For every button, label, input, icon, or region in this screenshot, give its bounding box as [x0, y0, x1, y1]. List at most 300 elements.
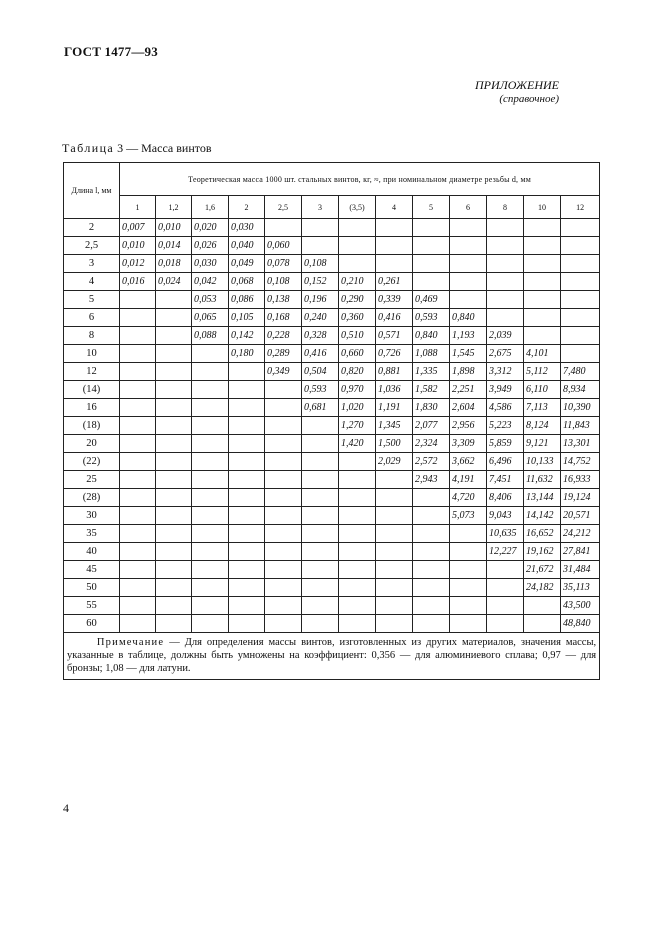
mass-cell: 13,144: [524, 489, 561, 507]
mass-cell: [413, 579, 450, 597]
mass-cell: 0,881: [376, 363, 413, 381]
mass-cell: 4,191: [450, 471, 487, 489]
mass-cell: 0,510: [339, 327, 376, 345]
length-cell: 55: [64, 597, 120, 615]
mass-cell: [376, 615, 413, 633]
mass-cell: 0,349: [265, 363, 302, 381]
table-row: [64, 381, 600, 399]
length-cell: 3: [64, 255, 120, 273]
mass-cell: [120, 417, 156, 435]
mass-cell: [229, 507, 265, 525]
mass-cell: 0,840: [413, 327, 450, 345]
mass-cell: [524, 597, 561, 615]
mass-cell: 0,108: [302, 255, 339, 273]
diameter-header-cell: (3,5): [339, 196, 376, 219]
table-row: [64, 237, 600, 255]
mass-cell: [265, 615, 302, 633]
mass-cell: [229, 471, 265, 489]
mass-cell: [120, 363, 156, 381]
length-column-header: Длина l, мм: [64, 163, 120, 219]
mass-cell: [376, 219, 413, 237]
length-cell: 8: [64, 327, 120, 345]
mass-cell: [339, 561, 376, 579]
mass-cell: [302, 489, 339, 507]
mass-cell: [376, 561, 413, 579]
mass-cell: [339, 453, 376, 471]
diameter-header-cell: 1: [120, 196, 156, 219]
mass-cell: [265, 579, 302, 597]
mass-cell: 8,406: [487, 489, 524, 507]
length-cell: 6: [64, 309, 120, 327]
mass-cell: [413, 237, 450, 255]
mass-cell: [156, 471, 192, 489]
diameter-header-cell: 1,2: [156, 196, 192, 219]
mass-cell: [156, 345, 192, 363]
mass-cell: [192, 417, 229, 435]
mass-cell: 0,571: [376, 327, 413, 345]
mass-group-header: Теоретическая масса 1000 шт. стальных винтов, кг, ≈, при номинальном диаметре резьбы d, мм: [120, 163, 600, 196]
mass-cell: [302, 471, 339, 489]
mass-cell: 1,036: [376, 381, 413, 399]
mass-cell: [450, 561, 487, 579]
mass-cell: 0,820: [339, 363, 376, 381]
mass-cell: [413, 507, 450, 525]
mass-cell: [487, 237, 524, 255]
mass-cell: 21,672: [524, 561, 561, 579]
mass-cell: [450, 273, 487, 291]
mass-cell: [413, 615, 450, 633]
mass-cell: [450, 237, 487, 255]
mass-cell: [192, 543, 229, 561]
mass-cell: 3,949: [487, 381, 524, 399]
mass-cell: 1,193: [450, 327, 487, 345]
length-cell: 16: [64, 399, 120, 417]
mass-cell: 2,324: [413, 435, 450, 453]
mass-cell: 2,956: [450, 417, 487, 435]
mass-cell: [192, 399, 229, 417]
mass-cell: [229, 597, 265, 615]
mass-cell: [413, 597, 450, 615]
mass-cell: 1,335: [413, 363, 450, 381]
mass-cell: 1,020: [339, 399, 376, 417]
table-row: [64, 489, 600, 507]
table-row: [64, 219, 600, 237]
table-row: [64, 273, 600, 291]
mass-cell: 5,112: [524, 363, 561, 381]
mass-cell: 7,480: [561, 363, 600, 381]
caption-dash: —: [126, 141, 139, 155]
mass-cell: 11,843: [561, 417, 600, 435]
mass-cell: 2,572: [413, 453, 450, 471]
mass-cell: 9,043: [487, 507, 524, 525]
mass-cell: [339, 255, 376, 273]
mass-cell: [413, 273, 450, 291]
mass-cell: [192, 525, 229, 543]
mass-cell: [229, 543, 265, 561]
diameter-header-cell: 5: [413, 196, 450, 219]
mass-cell: 4,101: [524, 345, 561, 363]
mass-cell: [487, 579, 524, 597]
table-row: [64, 417, 600, 435]
mass-cell: [156, 309, 192, 327]
mass-cell: 1,345: [376, 417, 413, 435]
mass-cell: [561, 255, 600, 273]
mass-cell: [120, 561, 156, 579]
mass-cell: [487, 273, 524, 291]
mass-cell: [376, 507, 413, 525]
mass-cell: 10,133: [524, 453, 561, 471]
mass-cell: 0,065: [192, 309, 229, 327]
mass-cell: 0,290: [339, 291, 376, 309]
mass-cell: [413, 219, 450, 237]
diameter-header-cell: 12: [561, 196, 600, 219]
length-cell: 30: [64, 507, 120, 525]
length-cell: 5: [64, 291, 120, 309]
mass-cell: [229, 561, 265, 579]
mass-cell: [339, 597, 376, 615]
table-row: [64, 363, 600, 381]
document-standard-title: ГОСТ 1477—93: [64, 44, 158, 59]
mass-cell: [302, 597, 339, 615]
mass-cell: [561, 237, 600, 255]
table-row: [64, 597, 600, 615]
mass-cell: [265, 525, 302, 543]
mass-cell: 1,088: [413, 345, 450, 363]
mass-cell: 0,228: [265, 327, 302, 345]
length-cell: 45: [64, 561, 120, 579]
mass-cell: [192, 345, 229, 363]
mass-cell: [156, 417, 192, 435]
mass-cell: [156, 381, 192, 399]
mass-cell: 8,934: [561, 381, 600, 399]
appendix-block: [475, 78, 559, 106]
mass-cell: [229, 453, 265, 471]
mass-cell: [120, 291, 156, 309]
mass-cell: 16,933: [561, 471, 600, 489]
mass-cell: [229, 417, 265, 435]
mass-cell: 1,898: [450, 363, 487, 381]
mass-cell: [265, 507, 302, 525]
diameter-header-cell: 10: [524, 196, 561, 219]
mass-cell: 3,662: [450, 453, 487, 471]
mass-cell: 2,077: [413, 417, 450, 435]
caption-label: Таблица: [62, 141, 115, 155]
mass-cell: 1,500: [376, 435, 413, 453]
mass-cell: [413, 489, 450, 507]
mass-cell: [524, 615, 561, 633]
mass-cell: 0,053: [192, 291, 229, 309]
mass-cell: 0,030: [192, 255, 229, 273]
appendix-title: ПРИЛОЖЕНИЕ: [475, 78, 559, 92]
length-cell: 10: [64, 345, 120, 363]
mass-cell: 48,840: [561, 615, 600, 633]
length-cell: (14): [64, 381, 120, 399]
mass-cell: [265, 489, 302, 507]
table-row: [64, 255, 600, 273]
mass-cell: [229, 525, 265, 543]
mass-cell: [450, 255, 487, 273]
mass-cell: 0,086: [229, 291, 265, 309]
mass-cell: [339, 615, 376, 633]
mass-cell: 3,312: [487, 363, 524, 381]
mass-cell: [265, 597, 302, 615]
mass-cell: [561, 327, 600, 345]
mass-cell: [120, 435, 156, 453]
mass-cell: 4,586: [487, 399, 524, 417]
mass-cell: 19,124: [561, 489, 600, 507]
length-cell: 20: [64, 435, 120, 453]
mass-cell: [120, 525, 156, 543]
mass-cell: 0,593: [413, 309, 450, 327]
length-cell: (22): [64, 453, 120, 471]
mass-cell: [302, 525, 339, 543]
mass-cell: 43,500: [561, 597, 600, 615]
mass-cell: 2,251: [450, 381, 487, 399]
mass-cell: 1,270: [339, 417, 376, 435]
diameter-header-cell: 2: [229, 196, 265, 219]
mass-cell: 0,012: [120, 255, 156, 273]
mass-cell: [524, 237, 561, 255]
mass-cell: 16,652: [524, 525, 561, 543]
mass-cell: 5,073: [450, 507, 487, 525]
length-cell: (18): [64, 417, 120, 435]
mass-cell: 11,632: [524, 471, 561, 489]
mass-cell: [156, 615, 192, 633]
diameter-header-row: [64, 196, 600, 219]
mass-cell: 2,675: [487, 345, 524, 363]
mass-cell: 0,726: [376, 345, 413, 363]
mass-cell: [339, 219, 376, 237]
caption-number: 3: [117, 141, 124, 155]
mass-cell: [156, 291, 192, 309]
mass-cell: [120, 507, 156, 525]
mass-cell: 0,339: [376, 291, 413, 309]
mass-cell: [450, 219, 487, 237]
mass-cell: 0,078: [265, 255, 302, 273]
mass-cell: [413, 561, 450, 579]
mass-cell: [561, 345, 600, 363]
mass-cell: [120, 345, 156, 363]
note-text: — Для определения массы винтов, изготовленных из других материалов, значения массы, указанные в таблице, должны быть умножены на коэффициент: 0,356 — для алюминиевого сплава; 0,97 — для бронзы; 1,08 — для латуни.: [67, 637, 597, 674]
mass-cell: [192, 453, 229, 471]
mass-cell: [487, 615, 524, 633]
mass-cell: 0,016: [120, 273, 156, 291]
table-row: [64, 561, 600, 579]
mass-cell: [156, 525, 192, 543]
caption-text: Масса винтов: [141, 141, 212, 155]
screw-mass-table: [63, 162, 600, 680]
mass-cell: [156, 543, 192, 561]
mass-cell: [120, 309, 156, 327]
length-cell: 12: [64, 363, 120, 381]
mass-cell: [302, 417, 339, 435]
mass-cell: 1,830: [413, 399, 450, 417]
mass-cell: [156, 435, 192, 453]
mass-cell: 0,014: [156, 237, 192, 255]
diameter-header-cell: 8: [487, 196, 524, 219]
mass-cell: 0,018: [156, 255, 192, 273]
mass-cell: [487, 597, 524, 615]
length-cell: 2: [64, 219, 120, 237]
mass-cell: [120, 615, 156, 633]
diameter-header-cell: 1,6: [192, 196, 229, 219]
mass-cell: 0,504: [302, 363, 339, 381]
mass-cell: [192, 471, 229, 489]
mass-cell: 7,451: [487, 471, 524, 489]
mass-cell: [376, 237, 413, 255]
mass-cell: 0,068: [229, 273, 265, 291]
mass-cell: [487, 255, 524, 273]
mass-cell: [450, 615, 487, 633]
mass-cell: [120, 489, 156, 507]
mass-cell: [156, 399, 192, 417]
length-cell: 2,5: [64, 237, 120, 255]
mass-cell: 0,240: [302, 309, 339, 327]
length-cell: 50: [64, 579, 120, 597]
mass-cell: [192, 597, 229, 615]
mass-cell: 0,010: [156, 219, 192, 237]
mass-cell: [156, 561, 192, 579]
mass-cell: 1,191: [376, 399, 413, 417]
mass-cell: 0,010: [120, 237, 156, 255]
mass-cell: [450, 579, 487, 597]
mass-cell: 0,681: [302, 399, 339, 417]
mass-cell: [524, 219, 561, 237]
diameter-header-cell: 2,5: [265, 196, 302, 219]
mass-cell: [487, 291, 524, 309]
mass-cell: 0,088: [192, 327, 229, 345]
mass-cell: 0,024: [156, 273, 192, 291]
mass-cell: [265, 219, 302, 237]
mass-cell: [524, 327, 561, 345]
mass-cell: [450, 597, 487, 615]
diameter-header-cell: 6: [450, 196, 487, 219]
length-cell: 35: [64, 525, 120, 543]
mass-cell: 8,124: [524, 417, 561, 435]
mass-cell: 24,182: [524, 579, 561, 597]
mass-cell: [413, 525, 450, 543]
mass-cell: [339, 543, 376, 561]
mass-cell: [229, 435, 265, 453]
mass-cell: [120, 327, 156, 345]
mass-cell: [120, 579, 156, 597]
mass-cell: 10,390: [561, 399, 600, 417]
mass-cell: [302, 219, 339, 237]
mass-cell: 0,049: [229, 255, 265, 273]
mass-cell: 0,210: [339, 273, 376, 291]
mass-cell: [229, 489, 265, 507]
mass-cell: [487, 219, 524, 237]
table-row: [64, 309, 600, 327]
mass-cell: 2,039: [487, 327, 524, 345]
mass-cell: [487, 561, 524, 579]
mass-cell: [376, 255, 413, 273]
mass-cell: [229, 381, 265, 399]
table-row: [64, 291, 600, 309]
table-row: [64, 435, 600, 453]
mass-cell: 0,593: [302, 381, 339, 399]
mass-cell: 14,142: [524, 507, 561, 525]
mass-cell: 0,660: [339, 345, 376, 363]
mass-cell: 0,105: [229, 309, 265, 327]
table-row: [64, 615, 600, 633]
mass-cell: [302, 579, 339, 597]
mass-cell: [302, 507, 339, 525]
mass-cell: 0,026: [192, 237, 229, 255]
mass-cell: [265, 471, 302, 489]
mass-cell: [561, 219, 600, 237]
mass-cell: [265, 417, 302, 435]
mass-cell: 0,328: [302, 327, 339, 345]
mass-cell: 0,261: [376, 273, 413, 291]
mass-cell: [192, 615, 229, 633]
mass-cell: [413, 255, 450, 273]
mass-cell: 0,416: [302, 345, 339, 363]
mass-cell: 0,360: [339, 309, 376, 327]
mass-cell: [302, 453, 339, 471]
mass-cell: [265, 399, 302, 417]
table-row: [64, 579, 600, 597]
mass-cell: 12,227: [487, 543, 524, 561]
mass-cell: [302, 237, 339, 255]
mass-cell: 2,604: [450, 399, 487, 417]
length-cell: 40: [64, 543, 120, 561]
mass-cell: 3,309: [450, 435, 487, 453]
diameter-header-cell: 3: [302, 196, 339, 219]
mass-cell: 6,110: [524, 381, 561, 399]
mass-cell: [302, 561, 339, 579]
diameter-header-cell: 4: [376, 196, 413, 219]
mass-cell: [265, 561, 302, 579]
mass-cell: [561, 309, 600, 327]
mass-cell: [302, 615, 339, 633]
mass-cell: [229, 399, 265, 417]
mass-cell: 0,142: [229, 327, 265, 345]
mass-cell: 19,162: [524, 543, 561, 561]
length-cell: 4: [64, 273, 120, 291]
mass-cell: [265, 381, 302, 399]
mass-cell: 0,152: [302, 273, 339, 291]
mass-cell: [192, 363, 229, 381]
mass-cell: [339, 237, 376, 255]
length-cell: 60: [64, 615, 120, 633]
page-number: 4: [63, 801, 69, 815]
mass-cell: 1,545: [450, 345, 487, 363]
length-cell: 25: [64, 471, 120, 489]
mass-cell: 0,030: [229, 219, 265, 237]
mass-cell: [265, 435, 302, 453]
mass-cell: [229, 363, 265, 381]
mass-cell: [524, 291, 561, 309]
mass-cell: [376, 471, 413, 489]
mass-cell: [561, 273, 600, 291]
mass-cell: 0,840: [450, 309, 487, 327]
mass-cell: 4,720: [450, 489, 487, 507]
mass-cell: [339, 471, 376, 489]
mass-cell: 0,108: [265, 273, 302, 291]
mass-cell: 0,040: [229, 237, 265, 255]
mass-cell: 0,020: [192, 219, 229, 237]
mass-cell: [156, 327, 192, 345]
mass-cell: [156, 597, 192, 615]
mass-cell: [302, 543, 339, 561]
mass-cell: 1,582: [413, 381, 450, 399]
mass-cell: [376, 579, 413, 597]
table-row: [64, 399, 600, 417]
mass-cell: [339, 489, 376, 507]
mass-cell: 0,469: [413, 291, 450, 309]
table-row: [64, 507, 600, 525]
